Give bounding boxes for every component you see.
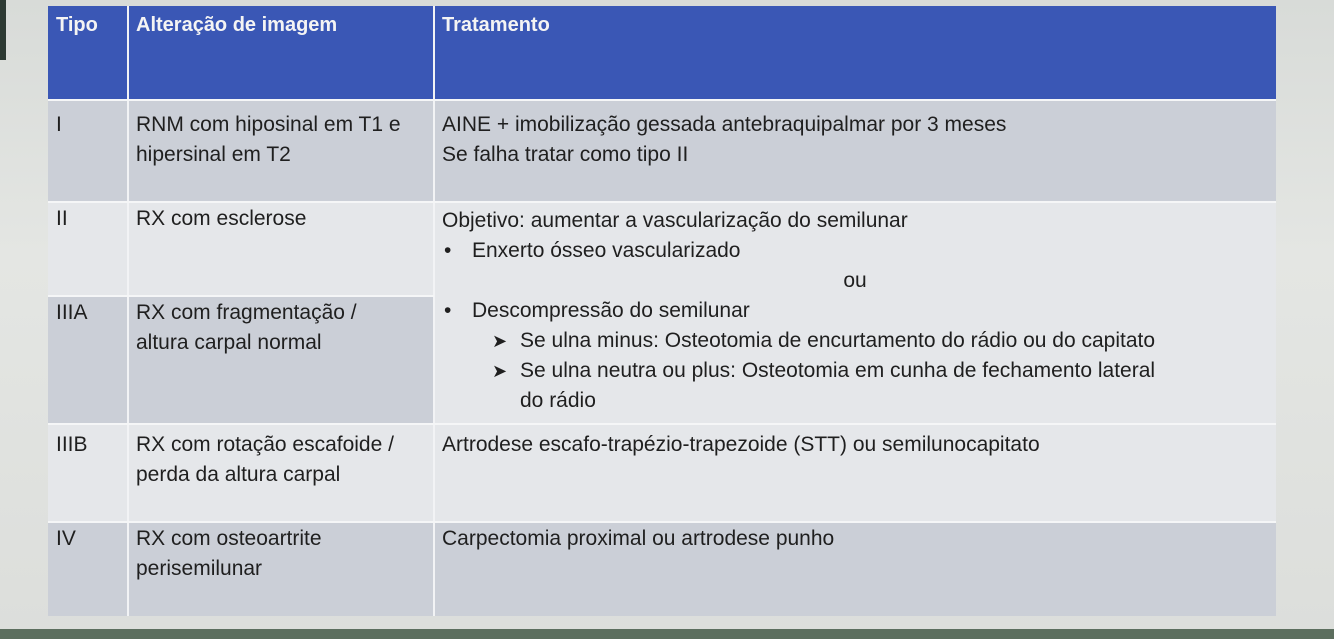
objetivo-text: Objetivo: aumentar a vascularização do semilunar — [442, 209, 908, 232]
sub-ulna-neutra: ➤ Se ulna neutra ou plus: Osteotomia em cunha de fechamento lateral — [442, 356, 1268, 386]
row-tipo: IIIA — [48, 296, 128, 424]
row-divider — [48, 295, 434, 297]
row-tratamento: AINE + imobilização gessada antebraquipalmar por 3 meses Se falha tratar como tipo II — [434, 100, 1276, 202]
row-divider — [48, 99, 1276, 101]
column-divider — [433, 6, 435, 616]
arrowhead-icon: ➤ — [492, 361, 508, 381]
classification-table — [48, 6, 1276, 616]
bullet-descompressao: • Descompressão do semilunar — [442, 296, 1268, 326]
ou-text: ou — [843, 269, 867, 292]
arrowhead-icon: ➤ — [492, 331, 508, 351]
merged-treatment — [434, 202, 1276, 424]
row-alteracao: RX com osteoartrite perisemilunar — [128, 522, 434, 616]
row-tipo: IIIB — [48, 424, 128, 522]
column-divider — [127, 6, 129, 616]
row-alteracao: RX com esclerose — [128, 202, 434, 296]
header-tipo: Tipo — [48, 6, 128, 100]
row-divider — [48, 423, 1276, 425]
bullet-enxerto: • Enxerto ósseo vascularizado — [442, 236, 1268, 266]
row-tipo: I — [48, 100, 128, 202]
row-tratamento: Artrodese escafo-trapézio-trapezoide (STT) ou semilunocapitato — [434, 424, 1276, 522]
header-tratamento: Tratamento — [434, 6, 1276, 100]
row-alteracao: RX com fragmentação / altura carpal normal — [128, 296, 434, 424]
row-divider — [48, 521, 1276, 523]
row-divider — [48, 201, 1276, 203]
background-edge — [0, 0, 6, 60]
row-tipo: IV — [48, 522, 128, 616]
header-alteracao: Alteração de imagem — [128, 6, 434, 100]
row-tratamento: Carpectomia proximal ou artrodese punho — [434, 522, 1276, 616]
row-alteracao: RNM com hiposinal em T1 e hipersinal em T2 — [128, 100, 434, 202]
row-tipo: II — [48, 202, 128, 296]
background-strip — [0, 629, 1334, 639]
sub-ulna-neutra-cont: do rádio — [520, 389, 596, 412]
sub-ulna-minus: ➤ Se ulna minus: Osteotomia de encurtamento do rádio ou do capitato — [442, 326, 1268, 356]
row-alteracao: RX com rotação escafoide / perda da altura carpal — [128, 424, 434, 522]
